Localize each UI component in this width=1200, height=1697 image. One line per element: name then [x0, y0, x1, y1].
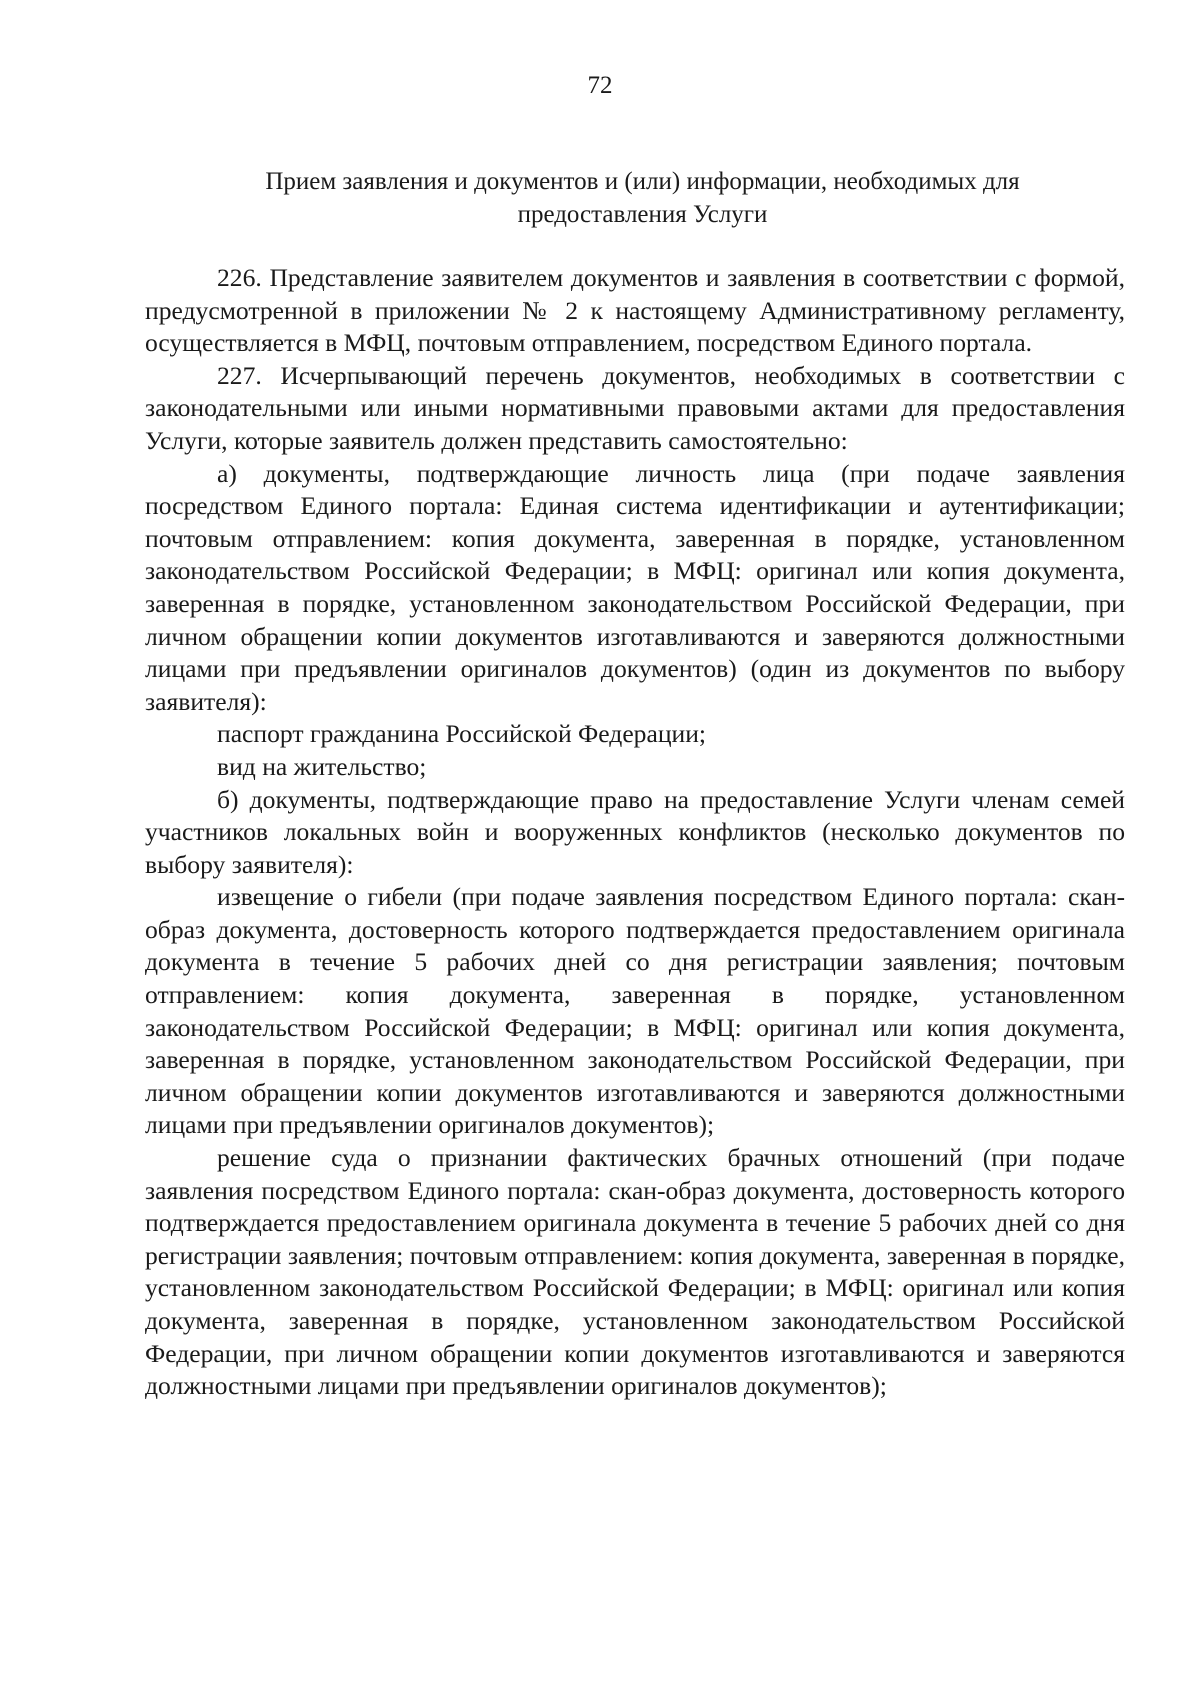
list-item-passport: паспорт гражданина Российской Федерации; — [217, 719, 707, 749]
section-heading-line-2: предоставления Услуги — [517, 201, 768, 228]
section-heading-line-1: Прием заявления и документов и (или) информации, необходимых для — [265, 168, 1020, 195]
section-heading — [190, 165, 1095, 231]
page-number: 72 — [587, 72, 613, 99]
document-body — [145, 262, 1125, 1403]
list-item-residence-permit: вид на жительство; — [217, 751, 427, 781]
list-item-b: б) документы, подтверждающие право на предоставление Услуги членам семей участников локальных войн и вооруженных конфликтов (несколько документов по выбору заявителя): — [145, 784, 1125, 879]
paragraph-227: 227. Исчерпывающий перечень документов, необходимых в соответствии с законодательными или иными нормативными правовыми актами для предоставления Услуги, которые заявитель должен представить самостоятельно: — [145, 360, 1125, 455]
list-item-a: а) документы, подтверждающие личность лица (при подаче заявления посредством Единого портала: Единая система идентификации и аутентификации; почтовым отправлением: копия документа, заверенная в порядке, установленном законодательством Российской Федерации; в МФЦ: оригинал или копия документа, заверенная в порядке, установленном законодательством Российской Федерации, при личном обращении копии документов изготавливаются и заверяются должностными лицами при предъявлении оригиналов документов) (один из документов по выбору заявителя): — [145, 458, 1125, 716]
list-item-court-decision: решение суда о признании фактических брачных отношений (при подаче заявления посредством Единого портала: скан-образ документа, достоверность которого подтверждается предоставлением оригинала документа в течение 5 рабочих дней со дня регистрации заявления; почтовым отправлением: копия документа, заверенная в порядке, установленном законодательством Российской Федерации; в МФЦ: оригинал или копия документа, заверенная в порядке, установленном законодательством Российской Федерации, при личном обращении копии документов изготавливаются и заверяются должностными лицами при предъявлении оригиналов документов); — [145, 1143, 1125, 1401]
paragraph-226: 226. Представление заявителем документов и заявления в соответствии с формой, предусмотренной в приложении № 2 к настоящему Административному регламенту, осуществляется в МФЦ, почтовым отправлением, посредством Единого портала. — [145, 263, 1125, 358]
list-item-death-notice: извещение о гибели (при подаче заявления посредством Единого портала: скан-образ документа, достоверность которого подтверждается предоставлением оригинала документа в течение 5 рабочих дней со дня регистрации заявления; почтовым отправлением: копия документа, заверенная в порядке, установленном законодательством Российской Федерации; в МФЦ: оригинал или копия документа, заверенная в порядке, установленном законодательством Российской Федерации, при личном обращении копии документов изготавливаются и заверяются должностными лицами при предъявлении оригиналов документов); — [145, 882, 1125, 1140]
